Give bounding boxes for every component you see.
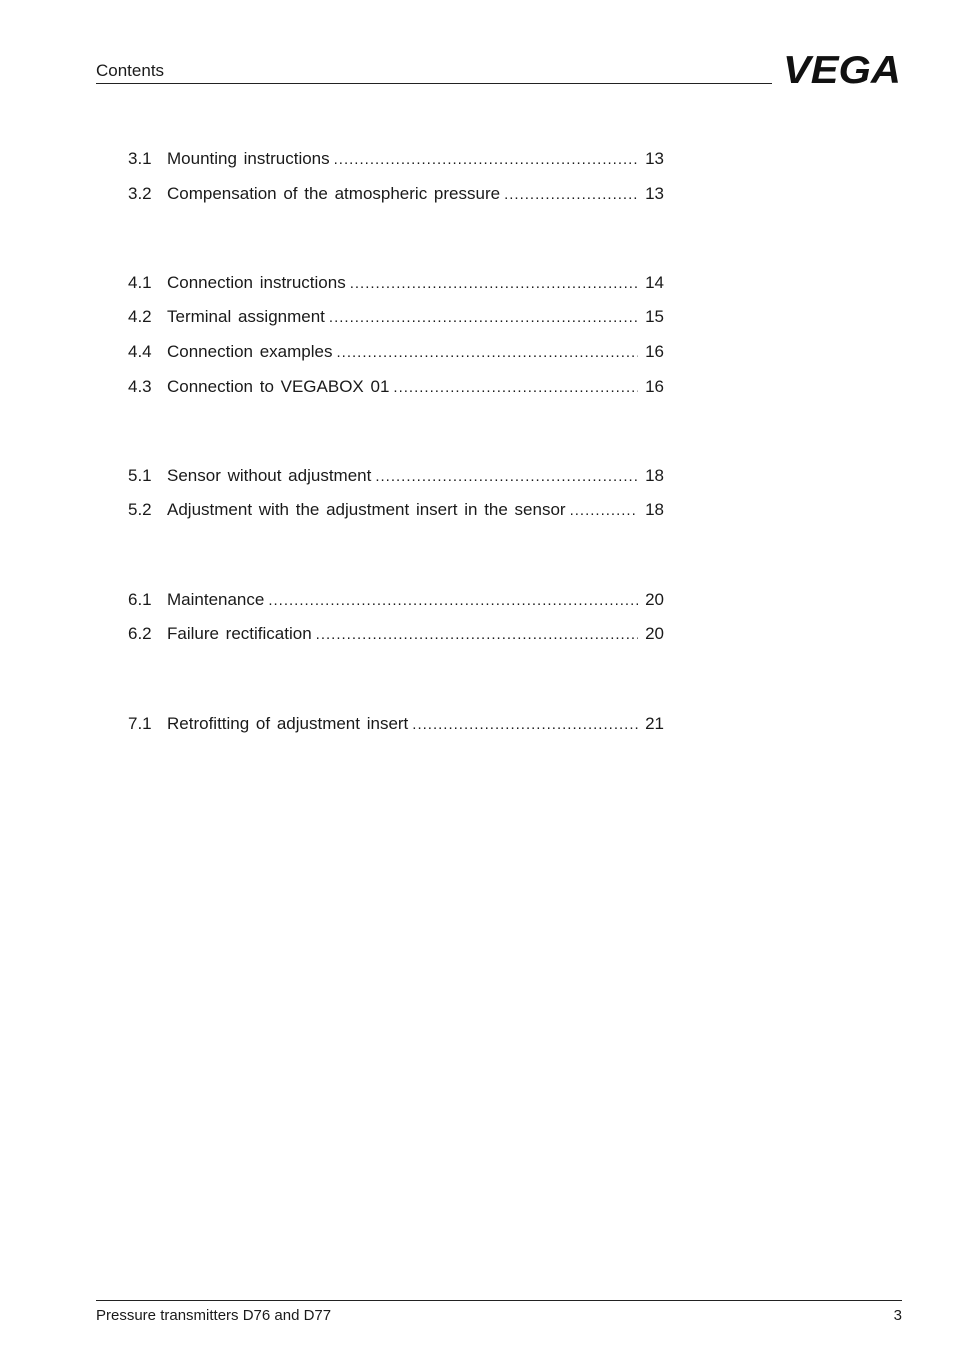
toc-page: 16 [645,377,664,396]
toc-leader-dots [350,275,638,292]
toc-entry-6-1[interactable] [128,590,664,612]
toc-entry-7-1[interactable] [128,714,664,736]
toc-leader-dots [393,379,638,396]
toc-number: 6.1 [128,590,152,609]
toc-page: 15 [645,307,664,326]
toc-title: Sensor without adjustment [167,466,372,485]
toc-title: Connection instructions [167,273,346,292]
logo-text: VEGA [783,50,901,88]
toc-entry-5-1[interactable] [128,466,664,488]
toc-entry-4-4[interactable] [128,342,664,364]
toc-number: 4.2 [128,307,152,326]
toc-page: 18 [645,466,664,485]
toc-leader-dots [412,716,638,733]
toc-page: 20 [645,590,664,609]
toc-entry-4-2[interactable] [128,307,664,329]
toc-leader-dots [504,186,638,203]
toc-number: 5.1 [128,466,152,485]
toc-title: Mounting instructions [167,149,330,168]
toc-title: Adjustment with the adjustment insert in the sensor [167,500,566,519]
toc-page: 13 [645,184,664,203]
toc-leader-dots [268,592,638,609]
toc-number: 4.3 [128,377,152,396]
toc-entry-4-1[interactable] [128,273,664,295]
toc-page: 18 [645,500,664,519]
toc-number: 6.2 [128,624,152,643]
toc-title: Retrofitting of adjustment insert [167,714,409,733]
header-rule [96,83,772,84]
footer-rule [96,1300,902,1301]
toc-page: 21 [645,714,664,733]
toc-number: 3.2 [128,184,152,203]
toc-number: 7.1 [128,714,152,733]
toc-page: 16 [645,342,664,361]
toc-title: Terminal assignment [167,307,325,326]
toc-number: 5.2 [128,500,152,519]
toc-title: Compensation of the atmospheric pressure [167,184,501,203]
toc-entry-3-2[interactable] [128,184,664,206]
toc-leader-dots [375,468,638,485]
vega-logo [782,50,902,88]
toc-page: 14 [645,273,664,292]
footer-document-title: Pressure transmitters D76 and D77 [96,1307,332,1324]
toc-leader-dots [570,502,638,519]
toc-entry-3-1[interactable] [128,149,664,171]
toc-leader-dots [334,151,638,168]
toc-leader-dots [336,344,638,361]
toc-page: 20 [645,624,664,643]
toc-entry-5-2[interactable] [128,500,664,522]
toc-number: 3.1 [128,149,152,168]
toc-page: 13 [645,149,664,168]
toc-number: 4.1 [128,273,152,292]
toc-title: Connection to VEGABOX 01 [167,377,390,396]
toc-leader-dots [329,309,638,326]
toc-title: Connection examples [167,342,333,361]
toc-number: 4.4 [128,342,152,361]
toc-leader-dots [316,626,638,643]
toc-entry-4-3[interactable] [128,377,664,399]
page-header-title: Contents [96,61,165,80]
footer-page-number: 3 [893,1307,902,1324]
toc-title: Maintenance [167,590,265,609]
toc-entry-6-2[interactable] [128,624,664,646]
toc-title: Failure rectification [167,624,312,643]
